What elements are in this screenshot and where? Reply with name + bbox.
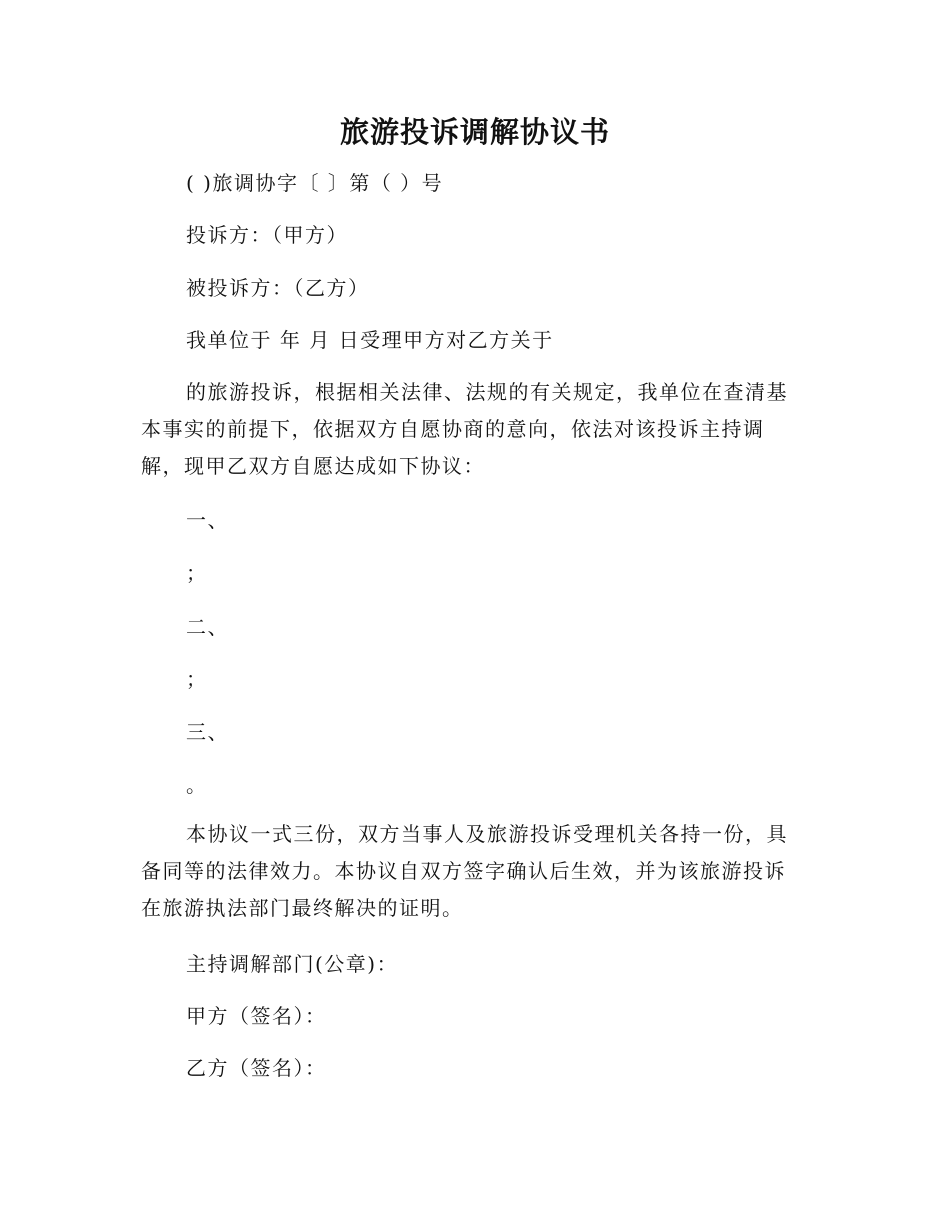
item-one-label: 一、 [186,508,229,532]
respondent-line: 被投诉方：（乙方） [186,276,370,300]
party-b-signature-line: 乙方（签名）： [186,1056,327,1080]
item-three-end: 。 [186,773,208,797]
party-a-signature-line: 甲方（签名）： [186,1004,327,1028]
complainant-line: 投诉方：（甲方） [186,223,348,247]
intro-line: 我单位于 年 月 日受理甲方对乙方关于 [186,328,554,352]
item-one-end: ； [186,561,208,585]
document-title: 旅游投诉调解协议书 [339,115,610,149]
item-two-label: 二、 [186,615,229,639]
reference-number-line: ( )旅调协字〔 〕第（ ）号 [186,171,444,195]
mediator-signature-line: 主持调解部门(公章)： [186,952,399,976]
intro-paragraph: 的旅游投诉，根据相关法律、法规的有关规定，我单位在查清基本事实的前提下，依据双方自愿协商的意向，依法对该投诉主持调解，现甲乙双方自愿达成如下协议： [141,380,788,478]
item-three-label: 三、 [186,720,229,744]
closing-paragraph: 本协议一式三份，双方当事人及旅游投诉受理机关各持一份，具备同等的法律效力。本协议自双方签字确认后生效，并为该旅游投诉在旅游执法部门最终解决的证明。 [141,822,788,920]
item-two-end: ； [186,667,208,691]
